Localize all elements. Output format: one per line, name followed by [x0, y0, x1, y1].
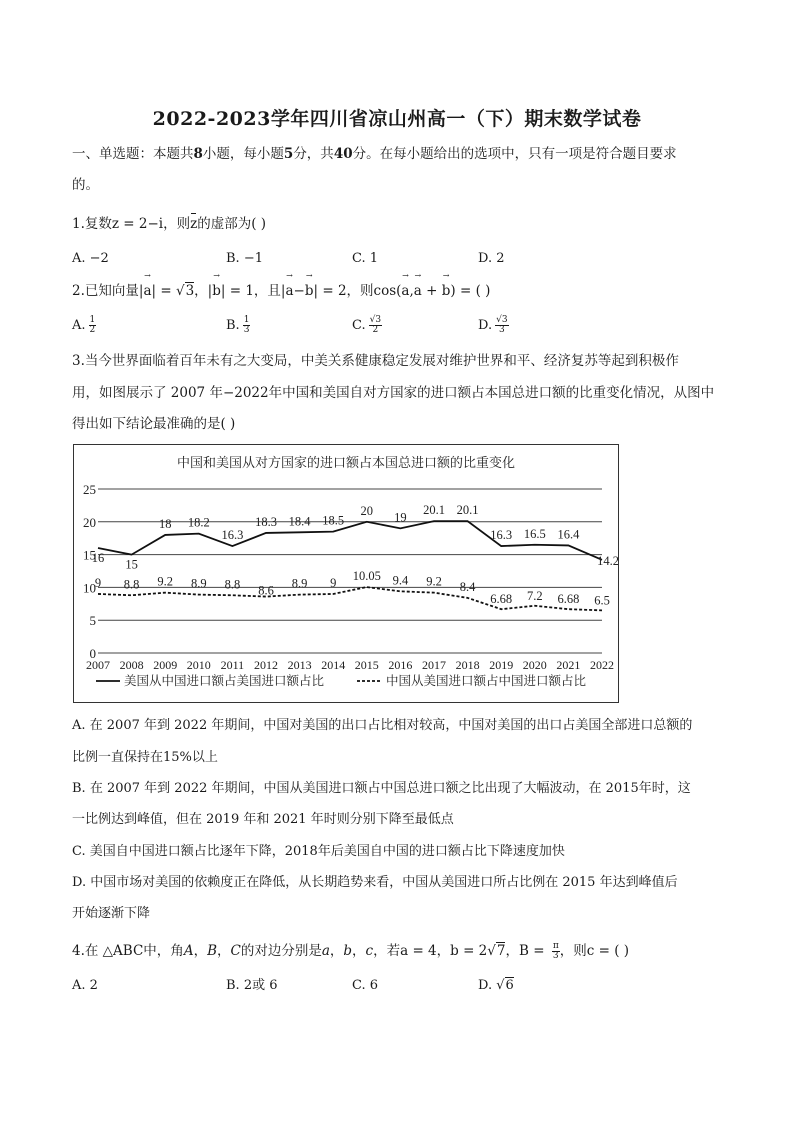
separator: ， [352, 943, 366, 959]
section-points: 5 [283, 146, 294, 162]
data-label-china: 9.4 [392, 573, 409, 588]
y-tick-label: 5 [89, 613, 96, 629]
data-label-us: 20.1 [456, 503, 479, 518]
option-label: C. [352, 318, 366, 333]
x-tick-label: 2008 [119, 658, 144, 672]
x-tick-label: 2015 [354, 658, 379, 672]
q4-option-b: B. 2或 6 [226, 978, 278, 993]
denominator: 3 [498, 325, 505, 335]
data-label-china: 6.68 [490, 592, 513, 607]
question-text: 1.复数z = 2−i，则 [72, 216, 191, 232]
fraction [495, 316, 508, 335]
vector-a: → a [401, 281, 409, 301]
section-total: 40 [333, 146, 353, 162]
data-label-china: 9.2 [157, 574, 174, 589]
data-label-us: 20.1 [423, 503, 445, 518]
sqrt-radicand: 3 [185, 283, 195, 299]
denominator: 2 [372, 325, 379, 335]
angle-c: C [230, 943, 241, 959]
denominator: 3 [552, 951, 559, 961]
x-tick-label: 2019 [489, 658, 514, 672]
q2-option-a [72, 316, 96, 335]
separator: ， [329, 943, 344, 959]
section-heading-text: 分。在每小题给出的选项中，只有一项是符合题目要求 [352, 146, 677, 162]
data-label-china: 8.9 [190, 576, 207, 591]
question-text: ，若a = 4，b = 2 [373, 943, 488, 959]
q4-option-c: C. 6 [352, 978, 379, 993]
question-text: | = 1，且| [220, 283, 286, 299]
denominator: 2 [89, 325, 96, 335]
x-tick-label: 2022 [590, 658, 614, 672]
numerator: 1 [243, 315, 250, 325]
question-1 [72, 214, 266, 234]
fraction [89, 316, 97, 335]
q3-option-a-line1: A. 在 2007 年到 2022 年期间，中国对美国的出口占比相对较高，中国对美国的出口占美国全部进口总额的 [72, 718, 693, 733]
question-text: ，B = [505, 943, 549, 959]
question-text: ，| [194, 283, 213, 299]
y-tick-label: 25 [83, 482, 96, 497]
separator: ， [216, 943, 231, 959]
section-heading-line2: 的。 [72, 177, 99, 193]
q4-option-d [478, 977, 514, 995]
data-label-us: 18.5 [322, 513, 345, 528]
data-label-china: 8.8 [123, 577, 140, 592]
sqrt-symbol: √ [487, 943, 496, 959]
fraction [243, 316, 251, 335]
data-label-us: 18.3 [255, 514, 277, 529]
fraction [552, 942, 560, 961]
data-label-us: 19 [394, 510, 407, 525]
data-label-china: 8.8 [224, 577, 241, 592]
x-tick-label: 2021 [556, 658, 581, 672]
data-label-china: 8.4 [459, 579, 476, 594]
sqrt-radicand: 7 [496, 943, 506, 959]
option-label: D. [478, 318, 493, 333]
x-tick-label: 2012 [254, 658, 278, 672]
data-label-us: 16.3 [490, 528, 513, 543]
question-text: 的对边分别是 [240, 943, 322, 959]
q3-option-d-line2: 开始逐渐下降 [72, 906, 151, 921]
vector-b: → b [442, 281, 451, 301]
x-tick-label: 2014 [321, 658, 346, 672]
side-c: c [365, 943, 374, 959]
data-label-us: 16 [91, 551, 105, 566]
line-chart [74, 445, 618, 702]
conjugate-z: z [190, 216, 198, 232]
separator: ， [193, 943, 208, 959]
side-a: a [321, 943, 330, 959]
vector-a: → a [414, 281, 422, 301]
q1-option-b: B. −1 [226, 251, 263, 266]
data-label-china: 8.9 [291, 576, 308, 591]
question-4 [72, 941, 629, 961]
denominator: 3 [243, 325, 250, 335]
question-3-line3: 得出如下结论最准确的是( ) [72, 416, 236, 432]
question-text: , [409, 283, 414, 299]
x-tick-label: 2020 [522, 658, 547, 672]
x-tick-label: 2009 [153, 658, 178, 672]
sqrt-symbol: √ [175, 283, 185, 299]
data-label-china: 9 [330, 575, 337, 590]
q1-option-d: D. 2 [478, 251, 505, 266]
vector-b: → b [305, 281, 314, 301]
angle-a: A [183, 943, 194, 959]
data-label-us: 14.2 [597, 553, 618, 568]
data-label-china: 7.2 [526, 588, 543, 603]
chart-title: 中国和美国从对方国家的进口额占本国总进口额的比重变化 [176, 455, 516, 470]
q3-option-b-line1: B. 在 2007 年到 2022 年期间，中国从美国进口额占中国总进口额之比出现了大幅波动，在 2015年时，这 [72, 781, 691, 796]
numerator: π [552, 941, 559, 951]
data-label-china: 6.68 [557, 592, 580, 607]
data-label-us: 15 [125, 557, 138, 572]
vector-a: → a [285, 281, 293, 301]
question-text: − [293, 283, 305, 299]
x-tick-label: 2017 [422, 658, 446, 672]
sqrt-symbol: √ [496, 978, 505, 993]
section-heading [72, 144, 677, 164]
x-tick-label: 2016 [388, 658, 413, 672]
section-heading-text: 小题，每小题 [202, 146, 284, 162]
question-3-line1: 3.当今世界面临着百年未有之大变局，中美关系健康稳定发展对维护世界和平、经济复苏等起到积极作 [72, 353, 679, 369]
data-label-us: 18.4 [288, 514, 311, 529]
x-tick-label: 2007 [86, 658, 110, 672]
q2-option-b [226, 316, 250, 335]
legend-label-us: 美国从中国进口额占美国进口额占比 [124, 674, 325, 688]
sqrt-radicand: 6 [505, 978, 514, 993]
x-tick-label: 2013 [287, 658, 312, 672]
q3-option-b-line2: 一比例达到峰值，但在 2019 年和 2021 年时则分别下降至最低点 [72, 812, 454, 827]
question-text: + [421, 283, 442, 299]
side-b: b [343, 943, 353, 959]
q1-option-a: A. −2 [72, 251, 109, 266]
option-label: A. [72, 318, 86, 333]
data-label-china: 9 [94, 575, 102, 590]
q3-option-c-line1: C. 美国自中国进口额占比逐年下降，2018年后美国自中国的进口额占比下降速度加快 [72, 844, 565, 859]
q3-option-d-line1: D. 中国市场对美国的依赖度正在降低，从长期趋势来看，中国从美国进口所占比例在 2015 年达到峰值后 [72, 875, 678, 890]
y-tick-label: 0 [89, 646, 96, 661]
question-text: | = 2，则cos( [313, 283, 402, 299]
q4-option-a: A. 2 [72, 978, 98, 993]
angle-b: B [207, 943, 217, 959]
numerator: 1 [89, 315, 96, 325]
q1-option-c: C. 1 [352, 251, 379, 266]
question-text: 4.在 △ABC中，角 [72, 943, 184, 959]
x-tick-label: 2010 [186, 658, 211, 672]
section-heading-text: 分，共 [293, 146, 334, 162]
option-label: B. [226, 318, 240, 333]
q2-option-c [352, 316, 382, 335]
data-label-us: 18.2 [187, 515, 210, 530]
q3-option-a-line2: 比例一直保持在15%以上 [72, 750, 218, 765]
x-tick-label: 2018 [455, 658, 480, 672]
data-label-us: 16.4 [557, 527, 580, 542]
vector-b: → b [212, 281, 221, 301]
fraction [369, 316, 382, 335]
option-label: D. [478, 978, 497, 993]
question-text: | = [151, 283, 176, 299]
question-text: 2.已知向量| [72, 283, 144, 299]
question-2 [72, 281, 490, 301]
data-label-china: 9.2 [426, 574, 442, 589]
data-label-china: 6.5 [594, 593, 610, 608]
data-label-us: 16.3 [221, 528, 244, 543]
y-tick-label: 10 [83, 580, 96, 596]
section-heading-text: 一、单选题：本题共 [72, 146, 194, 162]
section-count: 8 [193, 146, 203, 162]
x-tick-label: 2011 [220, 658, 245, 672]
legend-label-china: 中国从美国进口额占中国进口额占比 [386, 674, 587, 688]
y-tick-label: 20 [83, 514, 96, 530]
numerator: √3 [369, 315, 382, 325]
y-tick-label: 15 [83, 547, 96, 563]
numerator: √3 [496, 315, 508, 325]
data-label-us: 18 [158, 516, 172, 531]
question-text: ，则c = ( ) [559, 943, 630, 959]
q2-option-d [478, 316, 509, 335]
data-label-us: 20 [360, 503, 374, 518]
data-label-china: 8.6 [258, 583, 274, 598]
question-3-line2: 用，如图展示了 2007 年−2022年中国和美国自对方国家的进口额占本国总进口额的比重变化情况，从图中 [72, 385, 715, 401]
data-label-us: 16.5 [523, 526, 546, 541]
vector-a: → a [143, 281, 151, 301]
page-title: 2022-2023学年四川省凉山州高一（下）期末数学试卷 [152, 108, 642, 130]
data-label-china: 10.05 [352, 569, 381, 584]
question-text: 的虚部为( ) [197, 216, 267, 232]
question-text: ) = ( ) [450, 283, 491, 299]
chart-frame [73, 444, 619, 703]
